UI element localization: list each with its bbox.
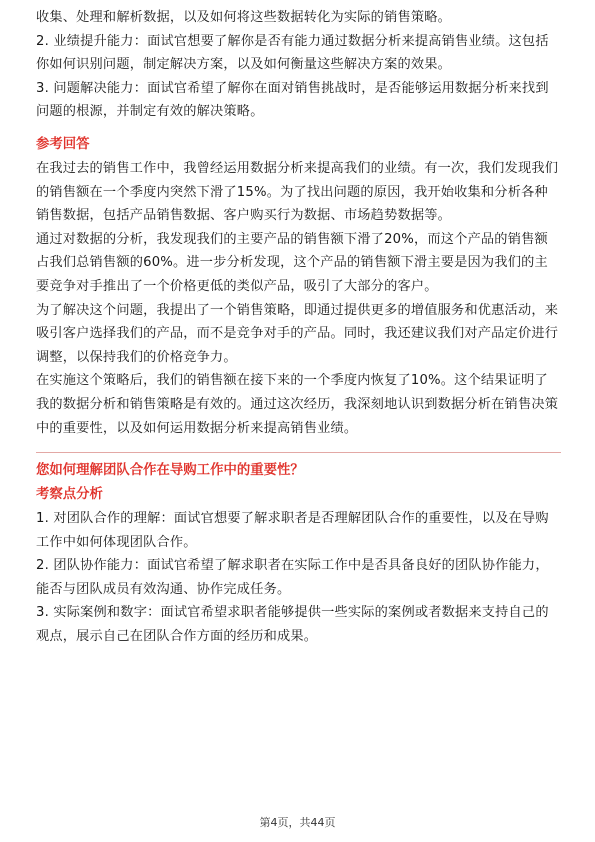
document-page: [36, 6, 561, 649]
question-item-2: 2. 团队协作能力：面试官希望了解求职者在实际工作中是否具备良好的团队协作能力，能否与团队成员有效沟通、协作完成任务。: [36, 558, 549, 597]
section-divider: [36, 452, 561, 453]
answer-paragraph-1: 在我过去的销售工作中，我曾经运用数据分析来提高我们的业绩。有一次，我们发现我们的销售额在一个季度内突然下滑了15%。为了找出问题的原因，我开始收集和分析各种销售数据，包括产品销售数据、客户购买行为数据、市场趋势数据等。: [36, 160, 559, 224]
question-title: 您如何理解团队合作在导购工作中的重要性？: [36, 463, 304, 479]
analysis-item-2: 2. 业绩提升能力：面试官想要了解你是否有能力通过数据分析来提高销售业绩。这包括你如何识别问题，制定解决方案，以及如何衡量这些解决方案的效果。: [36, 33, 549, 73]
page-number: 第4页，共44页: [259, 816, 336, 829]
question-item-1: 1. 对团队合作的理解：面试官想要了解求职者是否理解团队合作的重要性，以及在导购工作中如何体现团队合作。: [36, 511, 549, 550]
analysis-heading: 考察点分析: [36, 487, 103, 503]
answer-paragraph-2: 通过对数据的分析，我发现我们的主要产品的销售额下滑了20%，而这个产品的销售额占我们总销售额的60%。进一步分析发现，这个产品的销售额下滑主要是因为我们的主要竞争对手推出了一个价格更低的类似产品，吸引了大部分的客户。: [36, 231, 548, 294]
answer-paragraph-4: 在实施这个策略后，我们的销售额在接下来的一个季度内恢复了10%。这个结果证明了我的数据分析和销售策略是有效的。通过这次经历，我深刻地认识到数据分析在销售决策中的重要性，以及如何运用数据分析来提高销售业绩。: [36, 373, 559, 436]
question-item-3: 3. 实际案例和数字：面试官希望求职者能够提供一些实际的案例或者数据来支持自己的观点，展示自己在团队合作方面的经历和成果。: [36, 605, 549, 645]
analysis-item-3: 3. 问题解决能力：面试官希望了解你在面对销售挑战时，是否能够运用数据分析来找到问题的根源，并制定有效的解决策略。: [36, 80, 549, 120]
answer-paragraph-3: 为了解决这个问题，我提出了一个销售策略，即通过提供更多的增值服务和优惠活动，来吸引客户选择我们的产品，而不是竞争对手的产品。同时，我还建议我们对产品定价进行调整，以保持我们的价格竞争力。: [36, 302, 559, 365]
answer-heading: 参考回答: [36, 136, 90, 152]
continued-paragraph: 收集、处理和解析数据，以及如何将这些数据转化为实际的销售策略。: [36, 10, 452, 25]
